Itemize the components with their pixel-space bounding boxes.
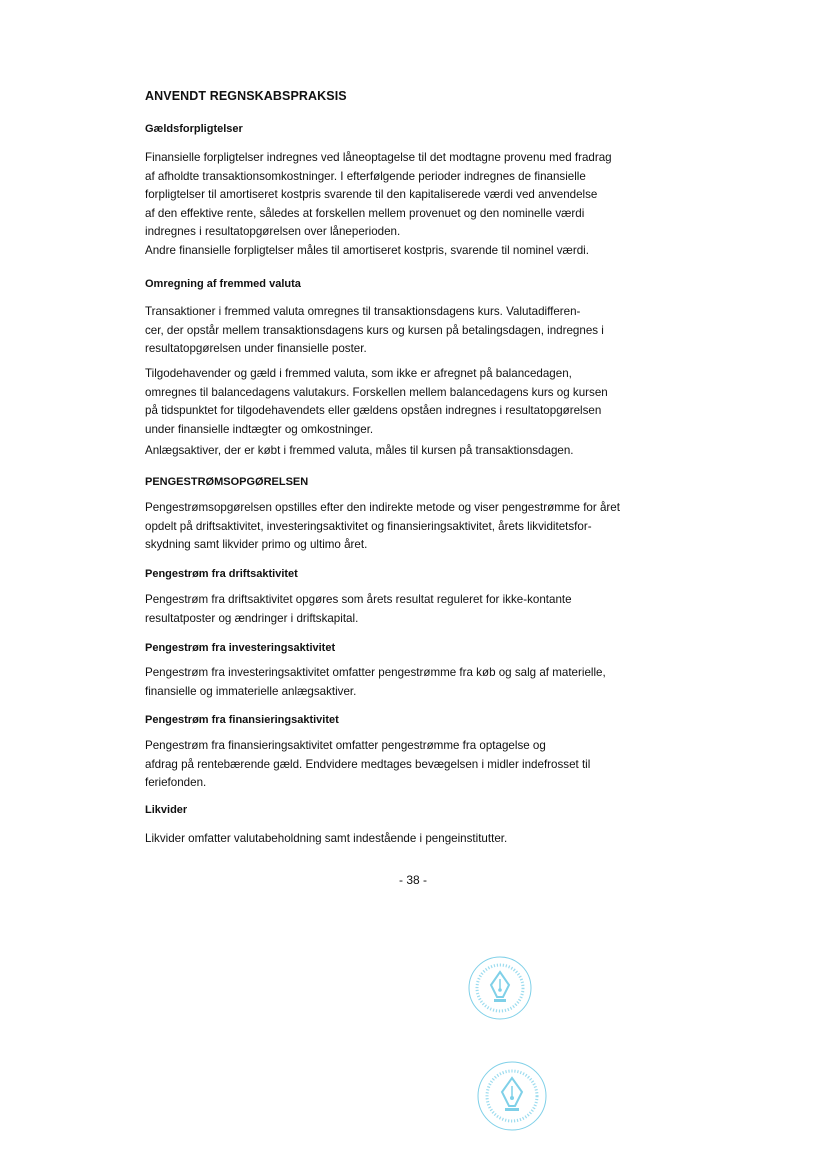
section-title: Pengestrøm fra driftsaktivitet <box>145 568 298 580</box>
paragraph <box>145 499 620 555</box>
paragraph <box>145 664 606 701</box>
text-line: skydning samt likvider primo og ultimo året. <box>145 538 368 551</box>
text-line: Anlægsaktiver, der er købt i fremmed valuta, måles til kursen på transaktionsdagen. <box>145 444 574 457</box>
section-title: Omregning af fremmed valuta <box>145 278 301 290</box>
section-title: Pengestrøm fra investeringsaktivitet <box>145 642 336 654</box>
text-line: feriefonden. <box>145 776 207 789</box>
text-line: Pengestrøm fra driftsaktivitet opgøres som årets resultat reguleret for ikke-kontante <box>145 593 572 606</box>
text-line: cer, der opstår mellem transaktionsdagens kurs og kursen på betalingsdagen, indregnes i <box>145 323 604 337</box>
text-line: Andre finansielle forpligtelser måles til amortiseret kostpris, svarende til nominel værdi. <box>145 244 589 257</box>
text-line: forpligtelser til amortiseret kostpris svarende til den kapitaliserede værdi ved anvendelse <box>145 188 598 201</box>
paragraph <box>145 149 612 242</box>
page-heading: ANVENDT REGNSKABSPRAKSIS <box>145 89 347 103</box>
text-line: af afholdte transaktionsomkostninger. I efterfølgende perioder indregnes de finansielle <box>145 169 586 183</box>
text-line: Pengestrøm fra finansieringsaktivitet omfatter pengestrømme fra optagelse og <box>145 739 546 752</box>
text-line: omregnes til balancedagens valutakurs. Forskellen mellem balancedagens kurs og kursen <box>145 385 608 399</box>
paragraph <box>145 591 572 628</box>
text-line: Pengestrømsopgørelsen opstilles efter den indirekte metode og viser pengestrømme for året <box>145 501 620 514</box>
section-title: Pengestrøm fra finansieringsaktivitet <box>145 714 339 726</box>
text-line: Transaktioner i fremmed valuta omregnes til transaktionsdagens kurs. Valutadifferen- <box>145 305 581 318</box>
text-line: indregnes i resultatopgørelsen over låneperioden. <box>145 225 401 238</box>
paragraph <box>145 303 604 359</box>
text-line: Finansielle forpligtelser indregnes ved låneoptagelse til det modtagne provenu med fradrag <box>145 151 612 164</box>
text-line: Likvider omfatter valutabeholdning samt indestående i pengeinstitutter. <box>145 832 508 845</box>
paragraph <box>145 830 507 849</box>
page-number: - 38 - <box>398 873 427 887</box>
text-line: finansielle og immaterielle anlægsaktiver. <box>145 684 357 698</box>
paragraph <box>145 442 574 461</box>
text-line: opdelt på driftsaktivitet, investeringsaktivitet og finansieringsaktivitet, årets likviditetsfor- <box>145 519 592 533</box>
section-title: Gældsforpligtelser <box>145 123 243 135</box>
paragraph <box>145 737 590 793</box>
text-line: resultatopgørelsen under finansielle poster. <box>145 342 367 355</box>
text-line: resultatposter og ændringer i driftskapital. <box>145 611 359 625</box>
paragraph <box>145 242 589 261</box>
text-line: Tilgodehavender og gæld i fremmed valuta, som ikke er afregnet på balancedagen, <box>145 367 572 380</box>
paragraph <box>145 365 608 439</box>
text-line: under finansielle indtægter og omkostninger. <box>145 422 374 436</box>
pen-nib-seal-icon <box>467 955 533 1021</box>
section-title: PENGESTRØMSOPGØRELSEN <box>145 476 309 488</box>
text-line: afdrag på rentebærende gæld. Endvidere medtages bevægelsen i midler indefrosset til <box>145 757 591 771</box>
section-title: Likvider <box>145 804 188 816</box>
text-line: af den effektive rente, således at forskellen mellem provenuet og den nominelle værdi <box>145 206 585 220</box>
text-line: Pengestrøm fra investeringsaktivitet omfatter pengestrømme fra køb og salg af materielle, <box>145 666 606 679</box>
text-line: på tidspunktet for tilgodehavendets eller gældens opståen indregnes i resultatopgørelsen <box>145 404 602 417</box>
pen-nib-seal-icon <box>476 1060 548 1132</box>
